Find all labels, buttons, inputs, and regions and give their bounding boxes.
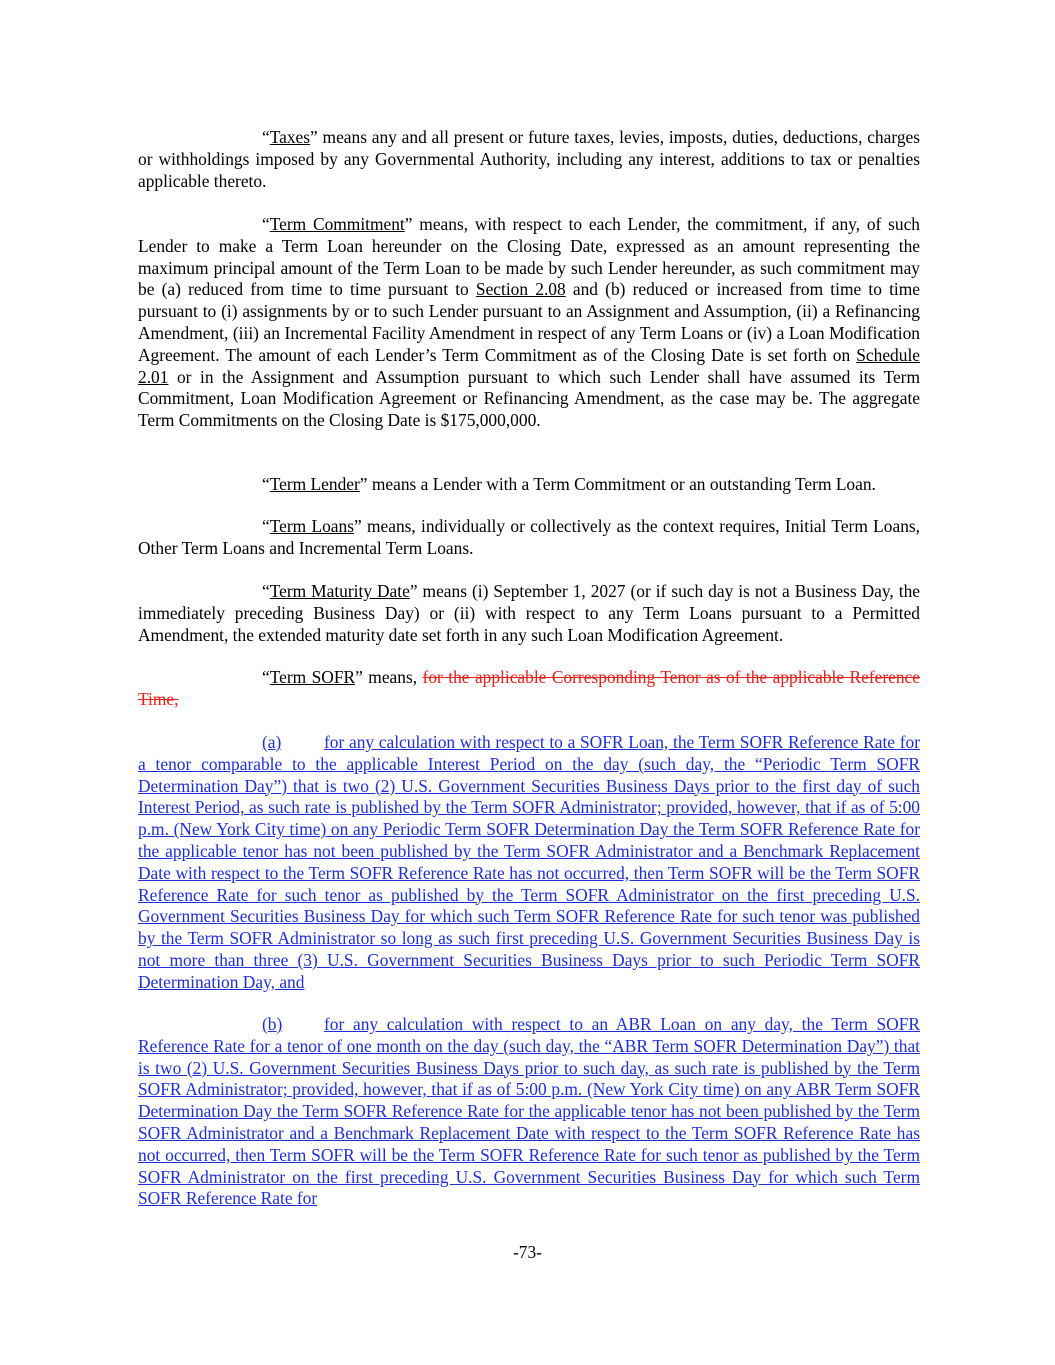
definition-term-loans: “Term Loans” means, individually or collectively as the context requires, Initial Term Loans, Other Term Loans and Incremental Term Loans.: [138, 516, 921, 558]
definition-text: means (i) September 1, 2027 (or if such day is not a Business Day, the immediately preceding Business Day) or (ii) with respect to any Term Loans pursuant to a Permitted Amendment, the extended maturity date set forth in any such Loan Modification Agreement.: [138, 581, 920, 645]
defined-term: Term Maturity Date: [269, 581, 410, 601]
definition-text: or in the Assignment and Assumption pursuant to which such Lender shall have assumed its Term Commitment, Loan Modification Agreement or Refinancing Amendment, as the case may be. The aggregate Term Commitments on the Closing Date is $175,000,000.: [138, 366, 920, 431]
definition-text: means,: [362, 667, 423, 687]
definition-text: means any and all present or future taxes, levies, imposts, duties, deductions, charges or withholdings imposed by any Governmental Authority, including any interest, additions to tax or penalties applicable thereto.: [138, 127, 920, 191]
definition-text: means, individually or collectively as the context requires, Initial Term Loans, Other Term Loans and Incremental Term Loans.: [138, 516, 921, 558]
page-number: -73-: [513, 1242, 542, 1262]
definition-text: and (b) reduced or increased from time to time pursuant to (i) assignments by or to such Lender pursuant to an Assignment and Assumption, (ii) a Refinancing Amendment, (iii) an Incremental Facility Amendment in respect of any Term Loans or (iv) a Loan Modification Agreement. The amount of each Lender’s Term Commitment as of the Closing Date is set forth on: [138, 279, 920, 365]
term-sofr-clause-b: [138, 1014, 920, 1210]
clause-label: (b): [262, 1014, 283, 1034]
inserted-text: for any calculation with respect to a SOFR Loan, the Term SOFR Reference Rate for a tenor comparable to the applicable Interest Period on the day (such day, the “Periodic Term SOFR Determination Day”) that is two (2) U.S. Government Securities Business Days prior to the first day of such Interest Period, as such rate is published by the Term SOFR Administrator; provided, however, that if as of 5:00 p.m. (New York City time) on any Periodic Term SOFR Determination Day the Term SOFR Reference Rate for the applicable tenor has not been published by the Term SOFR Administrator and a Benchmark Replacement Date with respect to the Term SOFR Reference Rate has not occurred, then Term SOFR will be the Term SOFR Reference Rate for such tenor as published by the Term SOFR Administrator on the first preceding U.S. Government Securities Business Day for which such Term SOFR Reference Rate for such tenor was published by the Term SOFR Administrator so long as such first preceding U.S. Government Securities Business Day is not more than three (3) U.S. Government Securities Business Days prior to such Periodic Term SOFR Determination Day, and: [138, 732, 920, 992]
defined-term: Term SOFR: [269, 667, 356, 687]
definition-taxes: “Taxes” means any and all present or future taxes, levies, imposts, duties, deductions, charges or withholdings imposed by any Governmental Authority, including any interest, additions to tax or penalties applicable thereto.: [138, 127, 920, 191]
inserted-text: for any calculation with respect to an ABR Loan on any day, the Term SOFR Reference Rate for a tenor of one month on the day (such day, the “ABR Term SOFR Determination Day”) that is two (2) U.S. Government Securities Business Days prior to such day, as such rate is published by the Term SOFR Administrator; provided, however, that if as of 5:00 p.m. (New York City time) on any ABR Term SOFR Determination Day the Term SOFR Reference Rate for the applicable tenor has not been published by the Term SOFR Administrator and a Benchmark Replacement Date with respect to the Term SOFR Reference Rate has not occurred, then Term SOFR will be the Term SOFR Reference Rate for such tenor as published by the Term SOFR Administrator on the first preceding U.S. Government Securities Business Day for which such Term SOFR Reference Rate for: [138, 1014, 920, 1209]
definition-term-lender: “Term Lender” means a Lender with a Term Commitment or an outstanding Term Loan.: [262, 474, 876, 494]
definition-term-commitment: “Term Commitment” means, with respect to each Lender, the commitment, if any, of such Lender to make a Term Loan hereunder on the Closing Date, expressed as an amount representing the maximum principal amount of the Term Loan to be made by such Lender hereunder, as such commitment may be (a) reduced from time to time pursuant to Section 2.08 and (b) reduced or increased from time to time pursuant to (i) assignments by or to such Lender pursuant to an Assignment and Assumption, (ii) a Refinancing Amendment, (iii) an Incremental Facility Amendment in respect of any Term Loans or (iv) a Loan Modification Agreement. The amount of each Lender’s Term Commitment as of the Closing Date is set forth on Schedule 2.01 or in the Assignment and Assumption pursuant to which such Lender shall have assumed its Term Commitment, Loan Modification Agreement or Refinancing Amendment, as the case may be. The aggregate Term Commitments on the Closing Date is $175,000,000.: [138, 214, 920, 431]
schedule-reference: Schedule 2.01: [138, 344, 920, 387]
clause-label: (a): [262, 732, 282, 752]
definition-term-maturity-date: “Term Maturity Date” means (i) September 1, 2027 (or if such day is not a Business Day, the immediately preceding Business Day) or (ii) with respect to any Term Loans pursuant to a Permitted Amendment, the extended maturity date set forth in any such Loan Modification Agreement.: [138, 581, 920, 645]
deleted-text: for the applicable Corresponding Tenor as of the applicable Reference Time,: [138, 667, 920, 709]
definition-text: means, with respect to each Lender, the commitment, if any, of such Lender to make a Term Loan hereunder on the Closing Date, expressed as an amount representing the maximum principal amount of the Term Loan to be made by such Lender hereunder, as such commitment may be (a) reduced from time to time pursuant to: [138, 214, 920, 300]
defined-term: Term Lender: [269, 474, 360, 494]
defined-term: Term Commitment: [269, 214, 405, 234]
defined-term: Term Loans: [269, 516, 354, 536]
definition-text: means a Lender with a Term Commitment or an outstanding Term Loan.: [367, 474, 876, 494]
defined-term: Taxes: [269, 127, 311, 147]
section-reference: Section 2.08: [475, 279, 566, 300]
definition-term-sofr: “Term SOFR” means, for the applicable Corresponding Tenor as of the applicable Reference Time,: [138, 667, 920, 709]
term-sofr-clause-a: [138, 732, 920, 994]
